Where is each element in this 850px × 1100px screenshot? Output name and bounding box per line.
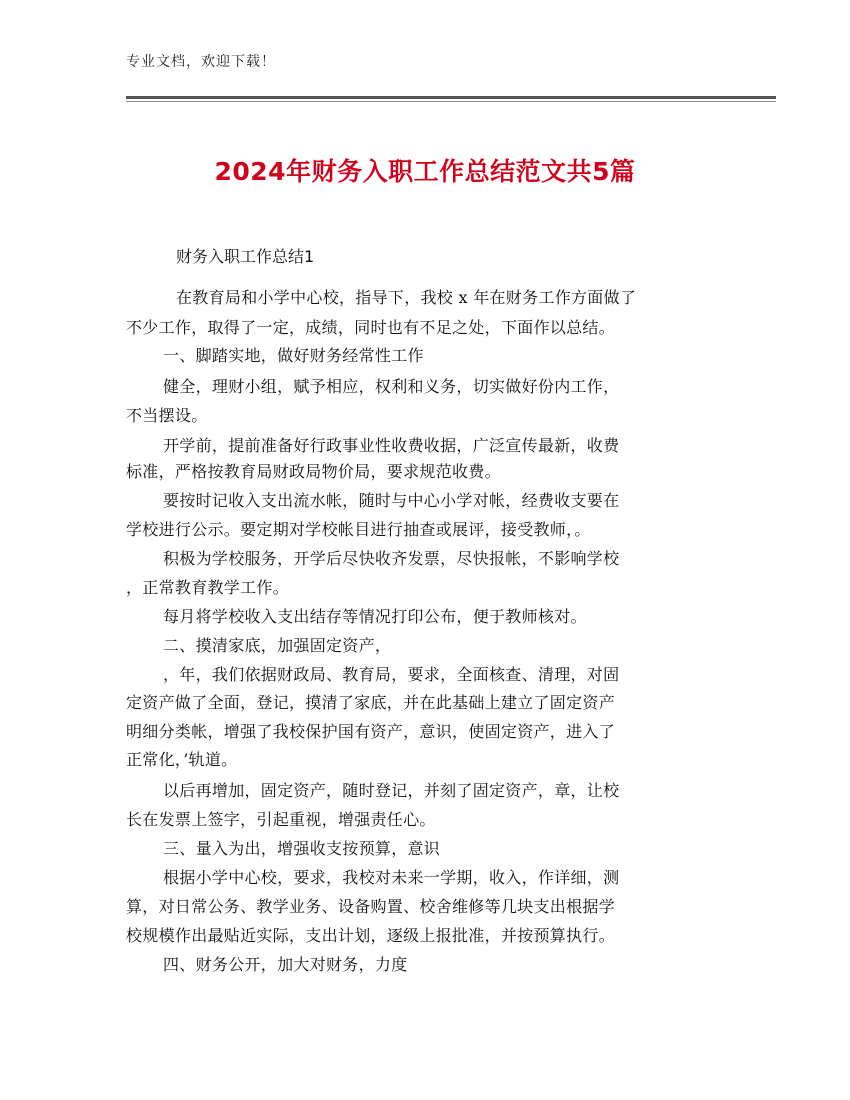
body-line: 一、脚踏实地，做好财务经常性工作 xyxy=(163,346,424,365)
body-line: 三、量入为出，增强收支按预算，意识 xyxy=(163,839,441,858)
body-line: 积极为学校服务，开学后尽快收齐发票，尽快报帐，不影响学校 xyxy=(163,549,620,568)
header-rule-thin xyxy=(126,101,776,102)
body-line: 学校进行公示。要定期对学校帐目进行抽查或展评，接受教师，。 xyxy=(126,520,591,539)
body-line: 在教育局和小学中心校，指导下，我校 x 年在财务工作方面做了 xyxy=(176,288,637,307)
body-line: 根据小学中心校，要求，我校对未来一学期，收入，作详细，测 xyxy=(163,868,620,887)
body-line: 校规模作出最贴近实际，支出计划，逐级上报批准，并按预算执行。 xyxy=(126,926,616,945)
body-line: ，年，我们依据财政局、教育局，要求，全面核查、清理，对固 xyxy=(163,665,620,684)
body-line: 长在发票上签字，引起重视，增强责任心。 xyxy=(126,810,436,829)
body-line: 定资产做了全面，登记，摸清了家底，并在此基础上建立了固定资产 xyxy=(126,693,616,712)
body-line: 四、财务公开，加大对财务，力度 xyxy=(163,955,408,974)
body-line: 明细分类帐，增强了我校保护国有资产，意识，使固定资产，进入了 xyxy=(126,722,616,741)
body-line: 正常化，’轨道。 xyxy=(126,750,238,769)
body-line: 开学前，提前准备好行政事业性收费收据，广泛宣传最新，收费 xyxy=(163,436,620,455)
body-line: 以后再增加，固定资产，随时登记，并刻了固定资产，章，让校 xyxy=(163,781,620,800)
document-title: 2024年财务入职工作总结范文共5篇 xyxy=(214,157,636,186)
body-line: 不少工作，取得了一定，成绩，同时也有不足之处，下面作以总结。 xyxy=(126,318,616,337)
body-line: 标准，严格按教育局财政局物价局，要求规范收费。 xyxy=(126,462,501,481)
section-title: 财务入职工作总结1 xyxy=(176,247,315,266)
body-line: ，正常教育教学工作。 xyxy=(126,578,290,597)
header-note: 专业文档，欢迎下载！ xyxy=(126,54,276,70)
header-rule-thick xyxy=(126,96,776,99)
body-line: 二、摸清家底，加强固定资产， xyxy=(163,636,392,655)
body-line: 不当摆设。 xyxy=(126,406,208,425)
body-line: 每月将学校收入支出结存等情况打印公布，便于教师核对。 xyxy=(163,607,587,626)
body-line: 要按时记收入支出流水帐，随时与中心小学对帐，经费收支要在 xyxy=(163,491,620,510)
body-line: 算，对日常公务、教学业务、设备购置、校舍维修等几块支出根据学 xyxy=(126,897,616,916)
body-line: 健全，理财小组，赋予相应，权利和义务，切实做好份内工作， xyxy=(163,377,620,396)
